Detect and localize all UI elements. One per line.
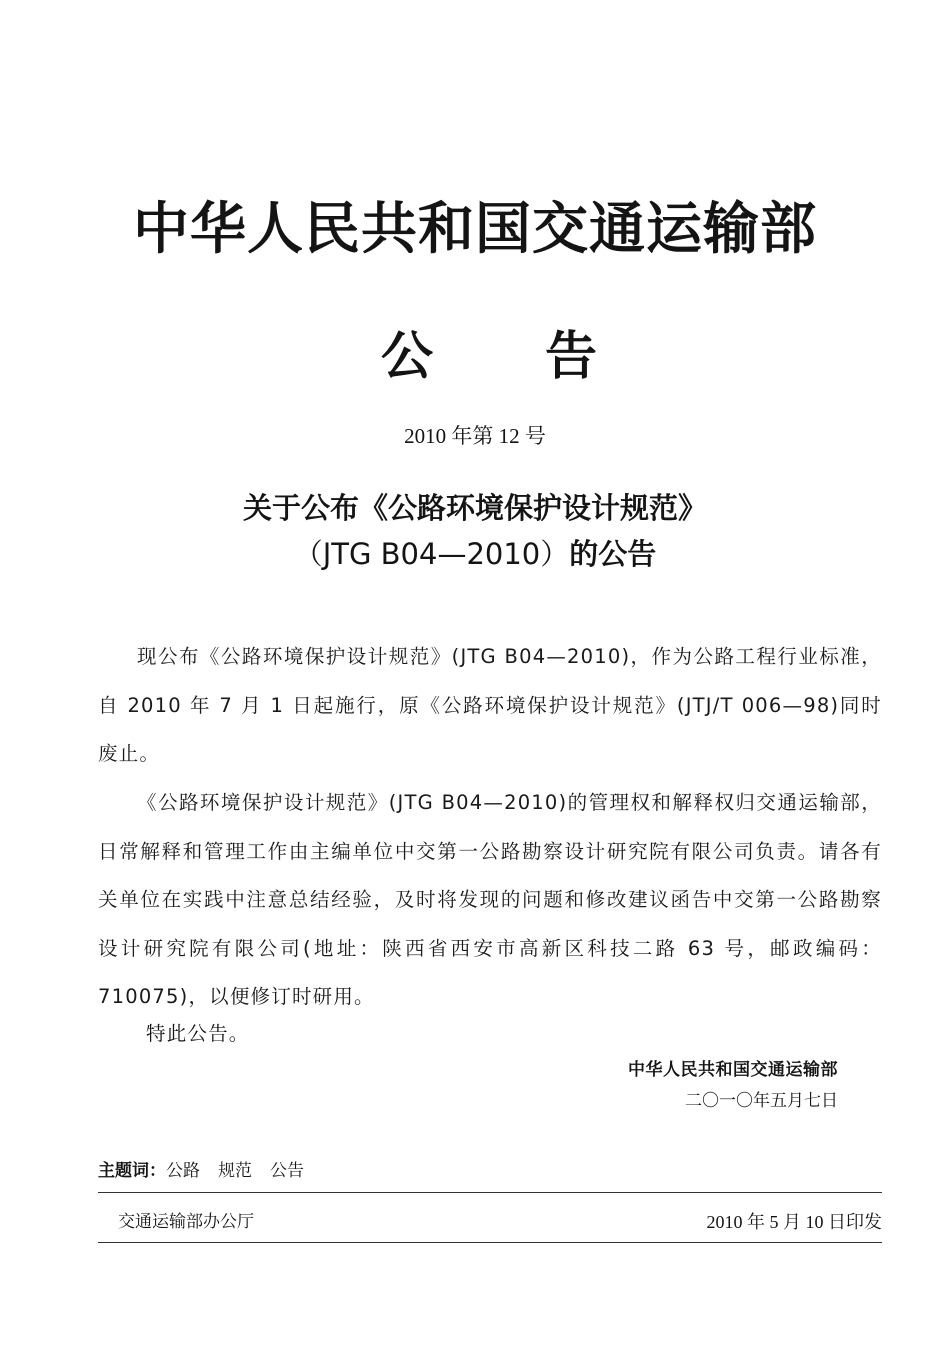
keyword: 规范 — [218, 1161, 252, 1181]
print-date: 2010 年 5 月 10 日印发 — [706, 1212, 882, 1232]
keywords-label: 主题词： — [98, 1161, 166, 1181]
notice-heading-char-2: 告 — [545, 327, 598, 387]
body-paragraph-1-block — [98, 633, 882, 779]
footer-divider-bottom — [98, 1242, 882, 1243]
body-paragraph-2: 《公路环境保护设计规范》(JTG B04—2010)的管理权和解释权归交通运输部，日常解释和管理工作由主编单位中交第一公路勘察设计研究院有限公司负责。请各有关单位在实践中注意总结经验，及时将发现的问题和修改建议函告中交第一公路勘察设计研究院有限公司(地址：陕西省西安市高新区科技二路 63 号，邮政编码：710075)，以便修订时研用。 — [98, 791, 882, 1008]
issuing-office: 交通运输部办公厅 — [118, 1212, 254, 1232]
issuing-agency-heading: 中华人民共和国交通运输部 — [133, 197, 817, 262]
notice-title-line-2 — [0, 531, 950, 577]
body-paragraph-1: 现公布《公路环境保护设计规范》(JTG B04—2010)，作为公路工程行业标准，自 2010 年 7 月 1 日起施行，原《公路环境保护设计规范》(JTJ/T 006—98)同时废止。 — [98, 645, 882, 765]
keyword: 公路 — [166, 1161, 200, 1181]
notice-heading-char-1: 公 — [381, 327, 434, 387]
notice-title-suffix: 的公告 — [569, 537, 657, 571]
keyword: 公告 — [270, 1161, 304, 1181]
standard-code: （JTG B04—2010） — [293, 537, 570, 571]
body-paragraph-2-block — [98, 779, 882, 1022]
signature-agency: 中华人民共和国交通运输部 — [628, 1060, 838, 1080]
notice-number: 2010 年第 12 号 — [404, 424, 546, 448]
subject-keywords — [98, 1158, 322, 1184]
closing-line: 特此公告。 — [146, 1022, 250, 1045]
footer-divider-top — [98, 1192, 882, 1193]
notice-title-line-1: 关于公布《公路环境保护设计规范》 — [242, 491, 707, 525]
signature-date: 二〇一〇年五月七日 — [685, 1091, 838, 1111]
